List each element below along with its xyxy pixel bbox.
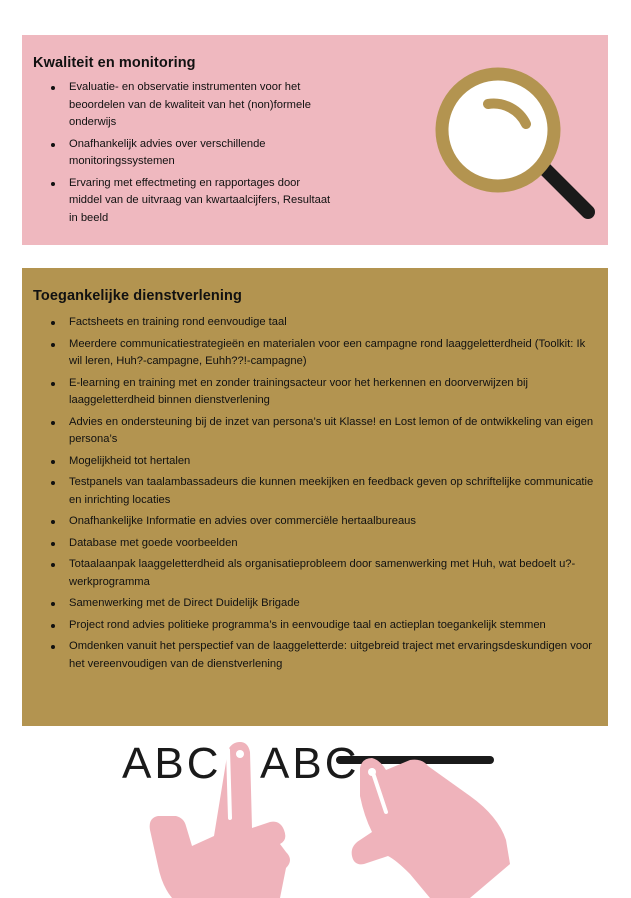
list-item: Project rond advies politieke programma’s in eenvoudige taal en actieplan toegankelijk stemmen — [33, 617, 598, 635]
list-item: Meerdere communicatiestrategieën en materialen voor een campagne rond laaggeletterdheid (Toolkit: Ik wil leren, Huh?-campagne, Euhh??!-campagne) — [33, 336, 598, 371]
list-item: Samenwerking met de Direct Duidelijk Brigade — [33, 595, 598, 613]
list-item: Mogelijkheid tot hertalen — [33, 453, 598, 471]
list-item: Ervaring met effectmeting en rapportages door middel van de uitvraag van kwartaalcijfers, Resultaat in beeld — [33, 175, 333, 228]
quality-monitoring-list — [33, 79, 333, 227]
list-item: Totaalaanpak laaggeletterdheid als organisatieprobleem door samenwerking met Huh, wat bedoelt u?-werkprogramma — [33, 556, 598, 591]
list-item: Onafhankelijke Informatie en advies over commerciële hertaalbureaus — [33, 513, 598, 531]
list-item: Factsheets en training rond eenvoudige taal — [33, 314, 598, 332]
illustration-right-letters: ABC — [260, 739, 360, 788]
magnifying-glass-icon — [416, 56, 606, 226]
list-item: Onafhankelijk advies over verschillende monitoringssystemen — [33, 136, 333, 171]
accessible-services-section — [22, 268, 608, 726]
quality-monitoring-heading: Kwaliteit en monitoring — [33, 55, 196, 71]
accessible-services-heading: Toegankelijke dienstverlening — [33, 288, 242, 304]
hands-writing-abc-icon — [110, 736, 510, 898]
accessible-services-list — [33, 314, 598, 673]
list-item: Testpanels van taalambassadeurs die kunnen meekijken en feedback geven op schriftelijke communicatie en inrichting locaties — [33, 474, 598, 509]
list-item: E-learning en training met en zonder trainingsacteur voor het herkennen en doorverwijzen bij laaggeletterdheid binnen dienstverlening — [33, 375, 598, 410]
list-item: Omdenken vanuit het perspectief van de laaggeletterde: uitgebreid traject met ervaringsdeskundigen voor het vereenvoudigen van de dienstverlening — [33, 638, 598, 673]
list-item: Advies en ondersteuning bij de inzet van persona’s uit Klasse! en Lost lemon of de ontwikkeling van eigen persona’s — [33, 414, 598, 449]
list-item: Evaluatie- en observatie instrumenten voor het beoordelen van de kwaliteit van het (non)formele onderwijs — [33, 79, 333, 132]
list-item: Database met goede voorbeelden — [33, 535, 598, 553]
illustration-left-letters: ABC — [122, 739, 222, 788]
